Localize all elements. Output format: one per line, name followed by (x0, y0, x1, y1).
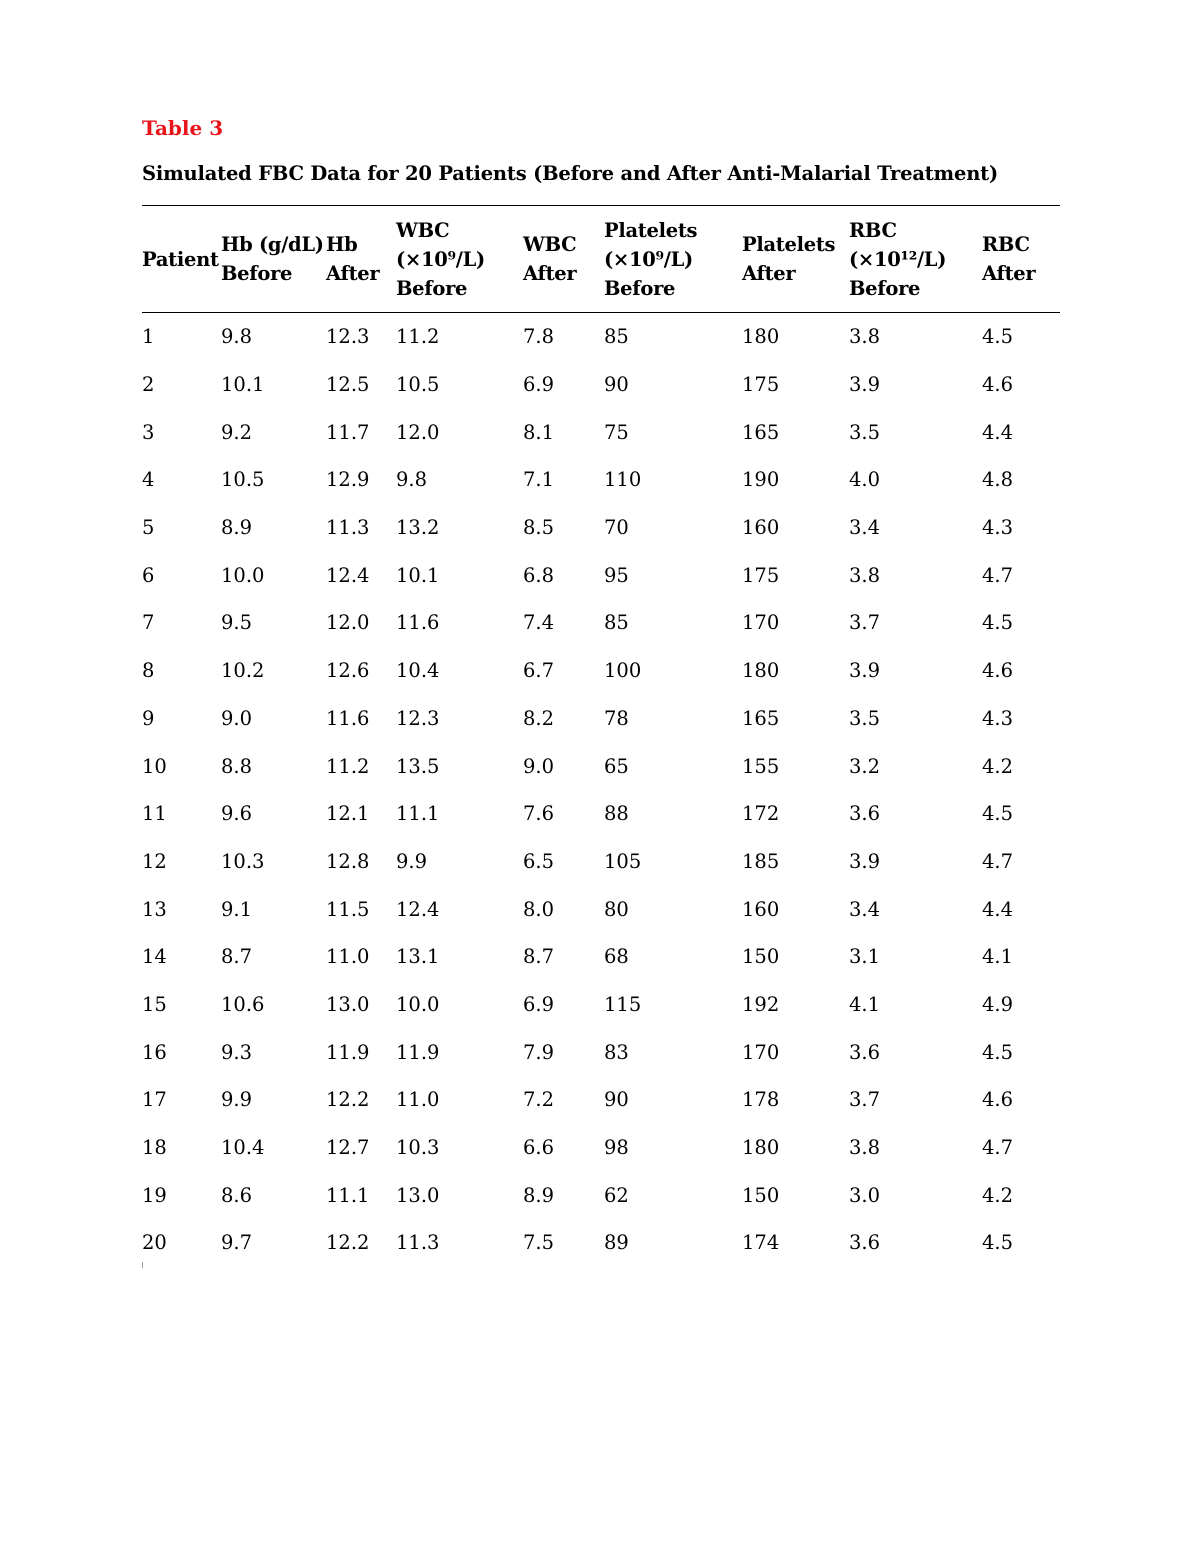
table-cell: 9.7 (221, 1231, 253, 1255)
table-row (142, 1219, 1060, 1267)
table-cell: 100 (604, 659, 642, 683)
table-row (142, 1028, 1060, 1076)
table-cell: 8 (142, 659, 155, 683)
table-cell: 9.2 (221, 420, 253, 444)
table-cell: 170 (742, 611, 780, 635)
table-row (142, 551, 1060, 599)
table-cell: 4.4 (982, 420, 1014, 444)
table-cell: 11.7 (326, 420, 370, 444)
column-header-line: Before (221, 262, 293, 285)
table-cell: 3.0 (849, 1183, 881, 1207)
table-cell: 9.0 (221, 706, 253, 730)
table-cell: 4.7 (982, 1136, 1014, 1160)
table-cell: 6.8 (523, 563, 555, 587)
table-cell: 11.1 (326, 1183, 370, 1207)
table-cell: 3.2 (849, 754, 881, 778)
table-cell: 4.5 (982, 611, 1014, 635)
page-margin-mark (142, 1262, 143, 1268)
table-cell: 3.5 (849, 420, 881, 444)
table-cell: 10.0 (396, 992, 440, 1016)
table-cell: 180 (742, 1136, 780, 1160)
table-row (142, 838, 1060, 886)
table-cell: 98 (604, 1136, 629, 1160)
table-cell: 9.5 (221, 611, 253, 635)
table-cell: 105 (604, 849, 642, 873)
table-cell: 8.6 (221, 1183, 253, 1207)
table-cell: 8.1 (523, 420, 555, 444)
column-header (396, 206, 523, 313)
table-cell: 8.7 (523, 945, 555, 969)
table-row (142, 1171, 1060, 1219)
table-cell: 7.2 (523, 1088, 555, 1112)
column-header-line: After (742, 262, 796, 285)
column-header (523, 206, 604, 313)
table-row (142, 599, 1060, 647)
table-cell: 4.1 (849, 992, 881, 1016)
table-cell: 7.5 (523, 1231, 555, 1255)
table-cell: 170 (742, 1040, 780, 1064)
column-header-line: (×10⁹/L) (396, 247, 485, 271)
table-cell: 3.1 (849, 945, 881, 969)
table-cell: 150 (742, 945, 780, 969)
table-row (142, 695, 1060, 743)
column-header-line: After (523, 262, 577, 285)
table-cell: 7.4 (523, 611, 555, 635)
table-cell: 13.2 (396, 516, 440, 540)
table-cell: 88 (604, 802, 629, 826)
table-cell: 6.9 (523, 992, 555, 1016)
column-header-line: After (982, 262, 1036, 285)
table-cell: 11.3 (326, 516, 370, 540)
table-cell: 10.5 (221, 468, 265, 492)
table-cell: 11.9 (326, 1040, 370, 1064)
table-cell: 160 (742, 897, 780, 921)
table-row (142, 933, 1060, 981)
column-header-line: After (326, 262, 380, 285)
column-header-line: RBC (982, 233, 1030, 256)
column-header-line: Before (396, 276, 468, 300)
table-cell: 89 (604, 1231, 629, 1255)
table-cell: 18 (142, 1136, 167, 1160)
table-cell: 11.0 (326, 945, 370, 969)
table-cell: 12.7 (326, 1136, 370, 1160)
table-row (142, 361, 1060, 409)
table-cell: 13 (142, 897, 167, 921)
table-cell: 8.5 (523, 516, 555, 540)
table-cell: 4.5 (982, 802, 1014, 826)
table-cell: 11.1 (396, 802, 440, 826)
table-cell: 3.7 (849, 1088, 881, 1112)
table-cell: 6 (142, 563, 155, 587)
column-header (849, 206, 982, 313)
table-cell: 4.4 (982, 897, 1014, 921)
table-cell: 12.0 (326, 611, 370, 635)
column-header-line: Patient (142, 247, 219, 271)
table-cell: 3.8 (849, 563, 881, 587)
table-cell: 17 (142, 1088, 167, 1112)
table-cell: 12.6 (326, 659, 370, 683)
table-cell: 4.3 (982, 516, 1014, 540)
table-cell: 8.7 (221, 945, 253, 969)
table-cell: 4.5 (982, 325, 1014, 349)
table-cell: 6.6 (523, 1136, 555, 1160)
column-header (142, 206, 221, 313)
table-cell: 4.5 (982, 1040, 1014, 1064)
table-cell: 4.3 (982, 706, 1014, 730)
table-cell: 16 (142, 1040, 167, 1064)
table-row (142, 885, 1060, 933)
column-header-line: WBC (396, 218, 450, 242)
table-cell: 12 (142, 849, 167, 873)
table-row (142, 456, 1060, 504)
table-cell: 178 (742, 1088, 780, 1112)
table-cell: 185 (742, 849, 780, 873)
table-row (142, 790, 1060, 838)
table-cell: 175 (742, 563, 780, 587)
table-cell: 4.5 (982, 1231, 1014, 1255)
table-cell: 3.9 (849, 849, 881, 873)
table-cell: 172 (742, 802, 780, 826)
table-cell: 7.9 (523, 1040, 555, 1064)
table-cell: 1 (142, 325, 155, 349)
column-header (982, 206, 1060, 313)
table-cell: 75 (604, 420, 629, 444)
table-cell: 13.1 (396, 945, 440, 969)
table-cell: 155 (742, 754, 780, 778)
table-row (142, 504, 1060, 552)
table-cell: 95 (604, 563, 629, 587)
table-cell: 12.4 (396, 897, 440, 921)
table-row (142, 1076, 1060, 1124)
column-header-line: Platelets (604, 218, 698, 242)
table-cell: 6.5 (523, 849, 555, 873)
column-header-line: (×10¹²/L) (849, 247, 947, 271)
table-cell: 8.2 (523, 706, 555, 730)
table-cell: 7.6 (523, 802, 555, 826)
column-header (604, 206, 742, 313)
table-cell: 11.5 (326, 897, 370, 921)
table-cell: 165 (742, 420, 780, 444)
table-cell: 11.9 (396, 1040, 440, 1064)
table-cell: 9.1 (221, 897, 253, 921)
table-cell: 12.2 (326, 1088, 370, 1112)
table-cell: 10.4 (396, 659, 440, 683)
column-header-line: RBC (849, 218, 897, 242)
table-cell: 3.6 (849, 1231, 881, 1255)
column-header-line: WBC (523, 233, 577, 256)
table-cell: 19 (142, 1183, 167, 1207)
table-cell: 11.3 (396, 1231, 440, 1255)
table-cell: 85 (604, 325, 629, 349)
table-body (142, 313, 1060, 1267)
fbc-data-table (142, 205, 1060, 1267)
table-cell: 8.8 (221, 754, 253, 778)
table-cell: 4.0 (849, 468, 881, 492)
table-cell: 12.8 (326, 849, 370, 873)
table-cell: 110 (604, 468, 642, 492)
table-cell: 9.9 (221, 1088, 253, 1112)
table-cell: 80 (604, 897, 629, 921)
table-cell: 12.5 (326, 373, 370, 397)
table-header-row (142, 206, 1060, 313)
column-header-line: Before (849, 276, 921, 300)
table-cell: 12.0 (396, 420, 440, 444)
table-cell: 70 (604, 516, 629, 540)
table-cell: 12.3 (326, 325, 370, 349)
table-cell: 3.9 (849, 373, 881, 397)
table-cell: 9.3 (221, 1040, 253, 1064)
table-row (142, 647, 1060, 695)
column-header-line: Hb (g/dL) (221, 233, 324, 256)
table-label: Table 3 (142, 116, 224, 140)
table-cell: 3.4 (849, 516, 881, 540)
table-cell: 165 (742, 706, 780, 730)
table-cell: 68 (604, 945, 629, 969)
table-cell: 4.2 (982, 754, 1014, 778)
table-row (142, 408, 1060, 456)
table-cell: 180 (742, 325, 780, 349)
column-header-line: Hb (326, 233, 358, 256)
table-cell: 65 (604, 754, 629, 778)
table-cell: 12.3 (396, 706, 440, 730)
table-cell: 180 (742, 659, 780, 683)
table-cell: 11.0 (396, 1088, 440, 1112)
table-cell: 10.3 (396, 1136, 440, 1160)
table-caption: Simulated FBC Data for 20 Patients (Before and After Anti-Malarial Treatment) (142, 162, 999, 185)
table-cell: 9.8 (396, 468, 428, 492)
table-cell: 3 (142, 420, 155, 444)
column-header (742, 206, 849, 313)
table-cell: 11.2 (396, 325, 440, 349)
table-cell: 83 (604, 1040, 629, 1064)
table-cell: 78 (604, 706, 629, 730)
table-cell: 12.1 (326, 802, 370, 826)
table-cell: 90 (604, 1088, 629, 1112)
table-cell: 9.0 (523, 754, 555, 778)
table-row (142, 1124, 1060, 1172)
table-cell: 174 (742, 1231, 780, 1255)
table-cell: 4.8 (982, 468, 1014, 492)
table-cell: 4.6 (982, 1088, 1014, 1112)
table-cell: 12.4 (326, 563, 370, 587)
table-row (142, 742, 1060, 790)
table-cell: 11.6 (396, 611, 440, 635)
table-cell: 150 (742, 1183, 780, 1207)
table-cell: 3.8 (849, 1136, 881, 1160)
table-cell: 11.2 (326, 754, 370, 778)
table-cell: 8.0 (523, 897, 555, 921)
table-cell: 10.3 (221, 849, 265, 873)
table-cell: 13.5 (396, 754, 440, 778)
table-cell: 7.8 (523, 325, 555, 349)
table-cell: 10.1 (221, 373, 265, 397)
table-cell: 3.6 (849, 1040, 881, 1064)
table-cell: 4.1 (982, 945, 1014, 969)
table-cell: 4.2 (982, 1183, 1014, 1207)
table-cell: 85 (604, 611, 629, 635)
table-cell: 3.5 (849, 706, 881, 730)
table-cell: 10 (142, 754, 167, 778)
table-row (142, 981, 1060, 1029)
column-header (326, 206, 396, 313)
table-cell: 160 (742, 516, 780, 540)
table-cell: 4.6 (982, 659, 1014, 683)
table-cell: 11 (142, 802, 167, 826)
table-cell: 14 (142, 945, 167, 969)
table-cell: 8.9 (523, 1183, 555, 1207)
table-cell: 7.1 (523, 468, 555, 492)
table-cell: 12.9 (326, 468, 370, 492)
table-cell: 175 (742, 373, 780, 397)
column-header-line: (×10⁹/L) (604, 247, 693, 271)
table-cell: 4.7 (982, 563, 1014, 587)
table-cell: 10.2 (221, 659, 265, 683)
table-cell: 2 (142, 373, 155, 397)
table-cell: 4.9 (982, 992, 1014, 1016)
table-cell: 9.6 (221, 802, 253, 826)
table-cell: 3.8 (849, 325, 881, 349)
table-cell: 9.9 (396, 849, 428, 873)
table-cell: 7 (142, 611, 155, 635)
table-cell: 3.7 (849, 611, 881, 635)
table-cell: 9 (142, 706, 155, 730)
table-cell: 3.6 (849, 802, 881, 826)
table-cell: 3.9 (849, 659, 881, 683)
table-cell: 10.0 (221, 563, 265, 587)
table-cell: 90 (604, 373, 629, 397)
column-header-line: Before (604, 276, 676, 300)
table-cell: 9.8 (221, 325, 253, 349)
table-cell: 10.5 (396, 373, 440, 397)
table-cell: 4.6 (982, 373, 1014, 397)
table-cell: 8.9 (221, 516, 253, 540)
column-header (221, 206, 326, 313)
table-cell: 13.0 (396, 1183, 440, 1207)
table-cell: 10.1 (396, 563, 440, 587)
table-cell: 4 (142, 468, 155, 492)
table-cell: 6.7 (523, 659, 555, 683)
table-cell: 192 (742, 992, 780, 1016)
table-cell: 4.7 (982, 849, 1014, 873)
table-cell: 3.4 (849, 897, 881, 921)
table-cell: 10.6 (221, 992, 265, 1016)
table-cell: 11.6 (326, 706, 370, 730)
table-row (142, 313, 1060, 361)
table-cell: 15 (142, 992, 167, 1016)
table-cell: 62 (604, 1183, 629, 1207)
table-cell: 20 (142, 1231, 167, 1255)
table-cell: 5 (142, 516, 155, 540)
table-cell: 12.2 (326, 1231, 370, 1255)
table-cell: 13.0 (326, 992, 370, 1016)
table-cell: 6.9 (523, 373, 555, 397)
table-cell: 190 (742, 468, 780, 492)
column-header-line: Platelets (742, 233, 836, 256)
table-cell: 115 (604, 992, 642, 1016)
table-cell: 10.4 (221, 1136, 265, 1160)
